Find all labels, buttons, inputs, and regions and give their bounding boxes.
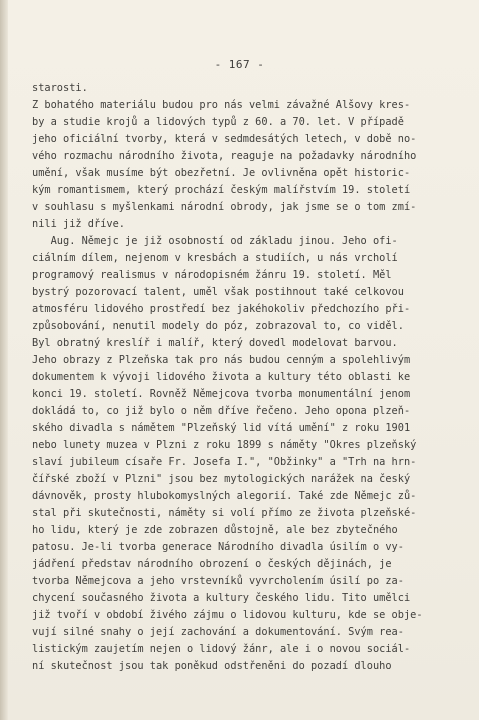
text-line: atmosféru lidového prostředí bez jakéhokoliv předchozího při- xyxy=(32,303,411,315)
text-line: slaví jubileum císaře Fr. Josefa I.", "Obžinky" a "Trh na hrn- xyxy=(32,456,417,468)
text-line: by a studie krojů a lidových typů z 60. a 70. let. V případě xyxy=(32,116,404,128)
text-line: Z bohatého materiálu budou pro nás velmi závažné Alšovy kres- xyxy=(32,99,411,111)
text-line: Jeho obrazy z Plzeňska tak pro nás budou cenným a spolehlivým xyxy=(32,354,411,366)
text-line: starosti. xyxy=(32,82,88,94)
text-line: patosu. Je-li tvorba generace Národního divadla úsilím o vy- xyxy=(32,541,404,553)
text-line: ní skutečnost jsou tak poněkud odstřeněni do pozadí dlouho xyxy=(32,660,392,672)
text-line: stal při skutečnosti, náměty si volí přímo ze života plzeňské- xyxy=(32,507,417,519)
text-line: jeho oficiální tvorby, která v sedmdesátých letech, v době no- xyxy=(32,133,417,145)
page-number: - 167 - xyxy=(214,58,265,71)
text-line: bystrý pozorovací talent, uměl však postihnout také celkovou xyxy=(32,286,404,298)
text-line: čířské zboží v Plzni" jsou bez mytologických narážek na český xyxy=(32,473,411,485)
text-line: vého rozmachu národního života, reaguje na požadavky národního xyxy=(32,150,417,162)
text-line: již tvoří v období živého zájmu o lidovou kulturu, kde se obje- xyxy=(32,609,423,621)
text-line: Byl obratný kreslíř i malíř, který dovedl modelovat barvou. xyxy=(32,337,398,349)
page-edge-shadow xyxy=(0,0,8,720)
text-line: dokládá to, co již bylo o něm dříve řečeno. Jeho opona plzeň- xyxy=(32,405,411,417)
body-text xyxy=(32,80,462,675)
text-line: kým romantismem, který prochází českým malířstvím 19. století xyxy=(32,184,411,196)
text-line: ho lidu, který je zde zobrazen důstojně, ale bez zbytečného xyxy=(32,524,398,536)
text-line: dokumentem k vývoji lidového života a kultury této oblasti ke xyxy=(32,371,411,383)
text-line: Aug. Němejc je již osobností od základu jinou. Jeho ofi- xyxy=(32,235,398,247)
text-line: ciálním dílem, nejenom v kresbách a studiích, u nás vrcholí xyxy=(32,252,398,264)
text-line: chycení současného života a kultury českého lidu. Tito umělci xyxy=(32,592,411,604)
text-line: umění, však musíme být obezřetní. Je ovlivněna opět historic- xyxy=(32,167,411,179)
text-line: nebo lunety muzea v Plzni z roku 1899 s náměty "Okres plzeňský xyxy=(32,439,417,451)
text-line: vují silné snahy o její zachování a dokumentování. Svým rea- xyxy=(32,626,404,638)
text-line: způsobování, nenutil modely do póz, zobrazoval to, co viděl. xyxy=(32,320,404,332)
text-line: programový realismus v národopisném žánru 19. století. Měl xyxy=(32,269,392,281)
text-line: konci 19. století. Rovněž Němejcova tvorba monumentální jenom xyxy=(32,388,411,400)
text-line: jádření představ národního obrození o českých dějinách, je xyxy=(32,558,392,570)
text-line: v souhlasu s myšlenkami národní obrody, jak jsme se o tom zmí- xyxy=(32,201,417,213)
text-line: tvorba Němejcova a jeho vrstevníků vyvrcholením úsilí po za- xyxy=(32,575,404,587)
text-line: ského divadla s námětem "Plzeňský lid vítá umění" z roku 1901 xyxy=(32,422,411,434)
text-line: dávnověk, prosty hlubokomyslných alegorií. Také zde Němejc zů- xyxy=(32,490,417,502)
text-line: listickým zaujetím nejen o lidový žánr, ale i o novou sociál- xyxy=(32,643,411,655)
text-line: nili již dříve. xyxy=(32,218,125,230)
